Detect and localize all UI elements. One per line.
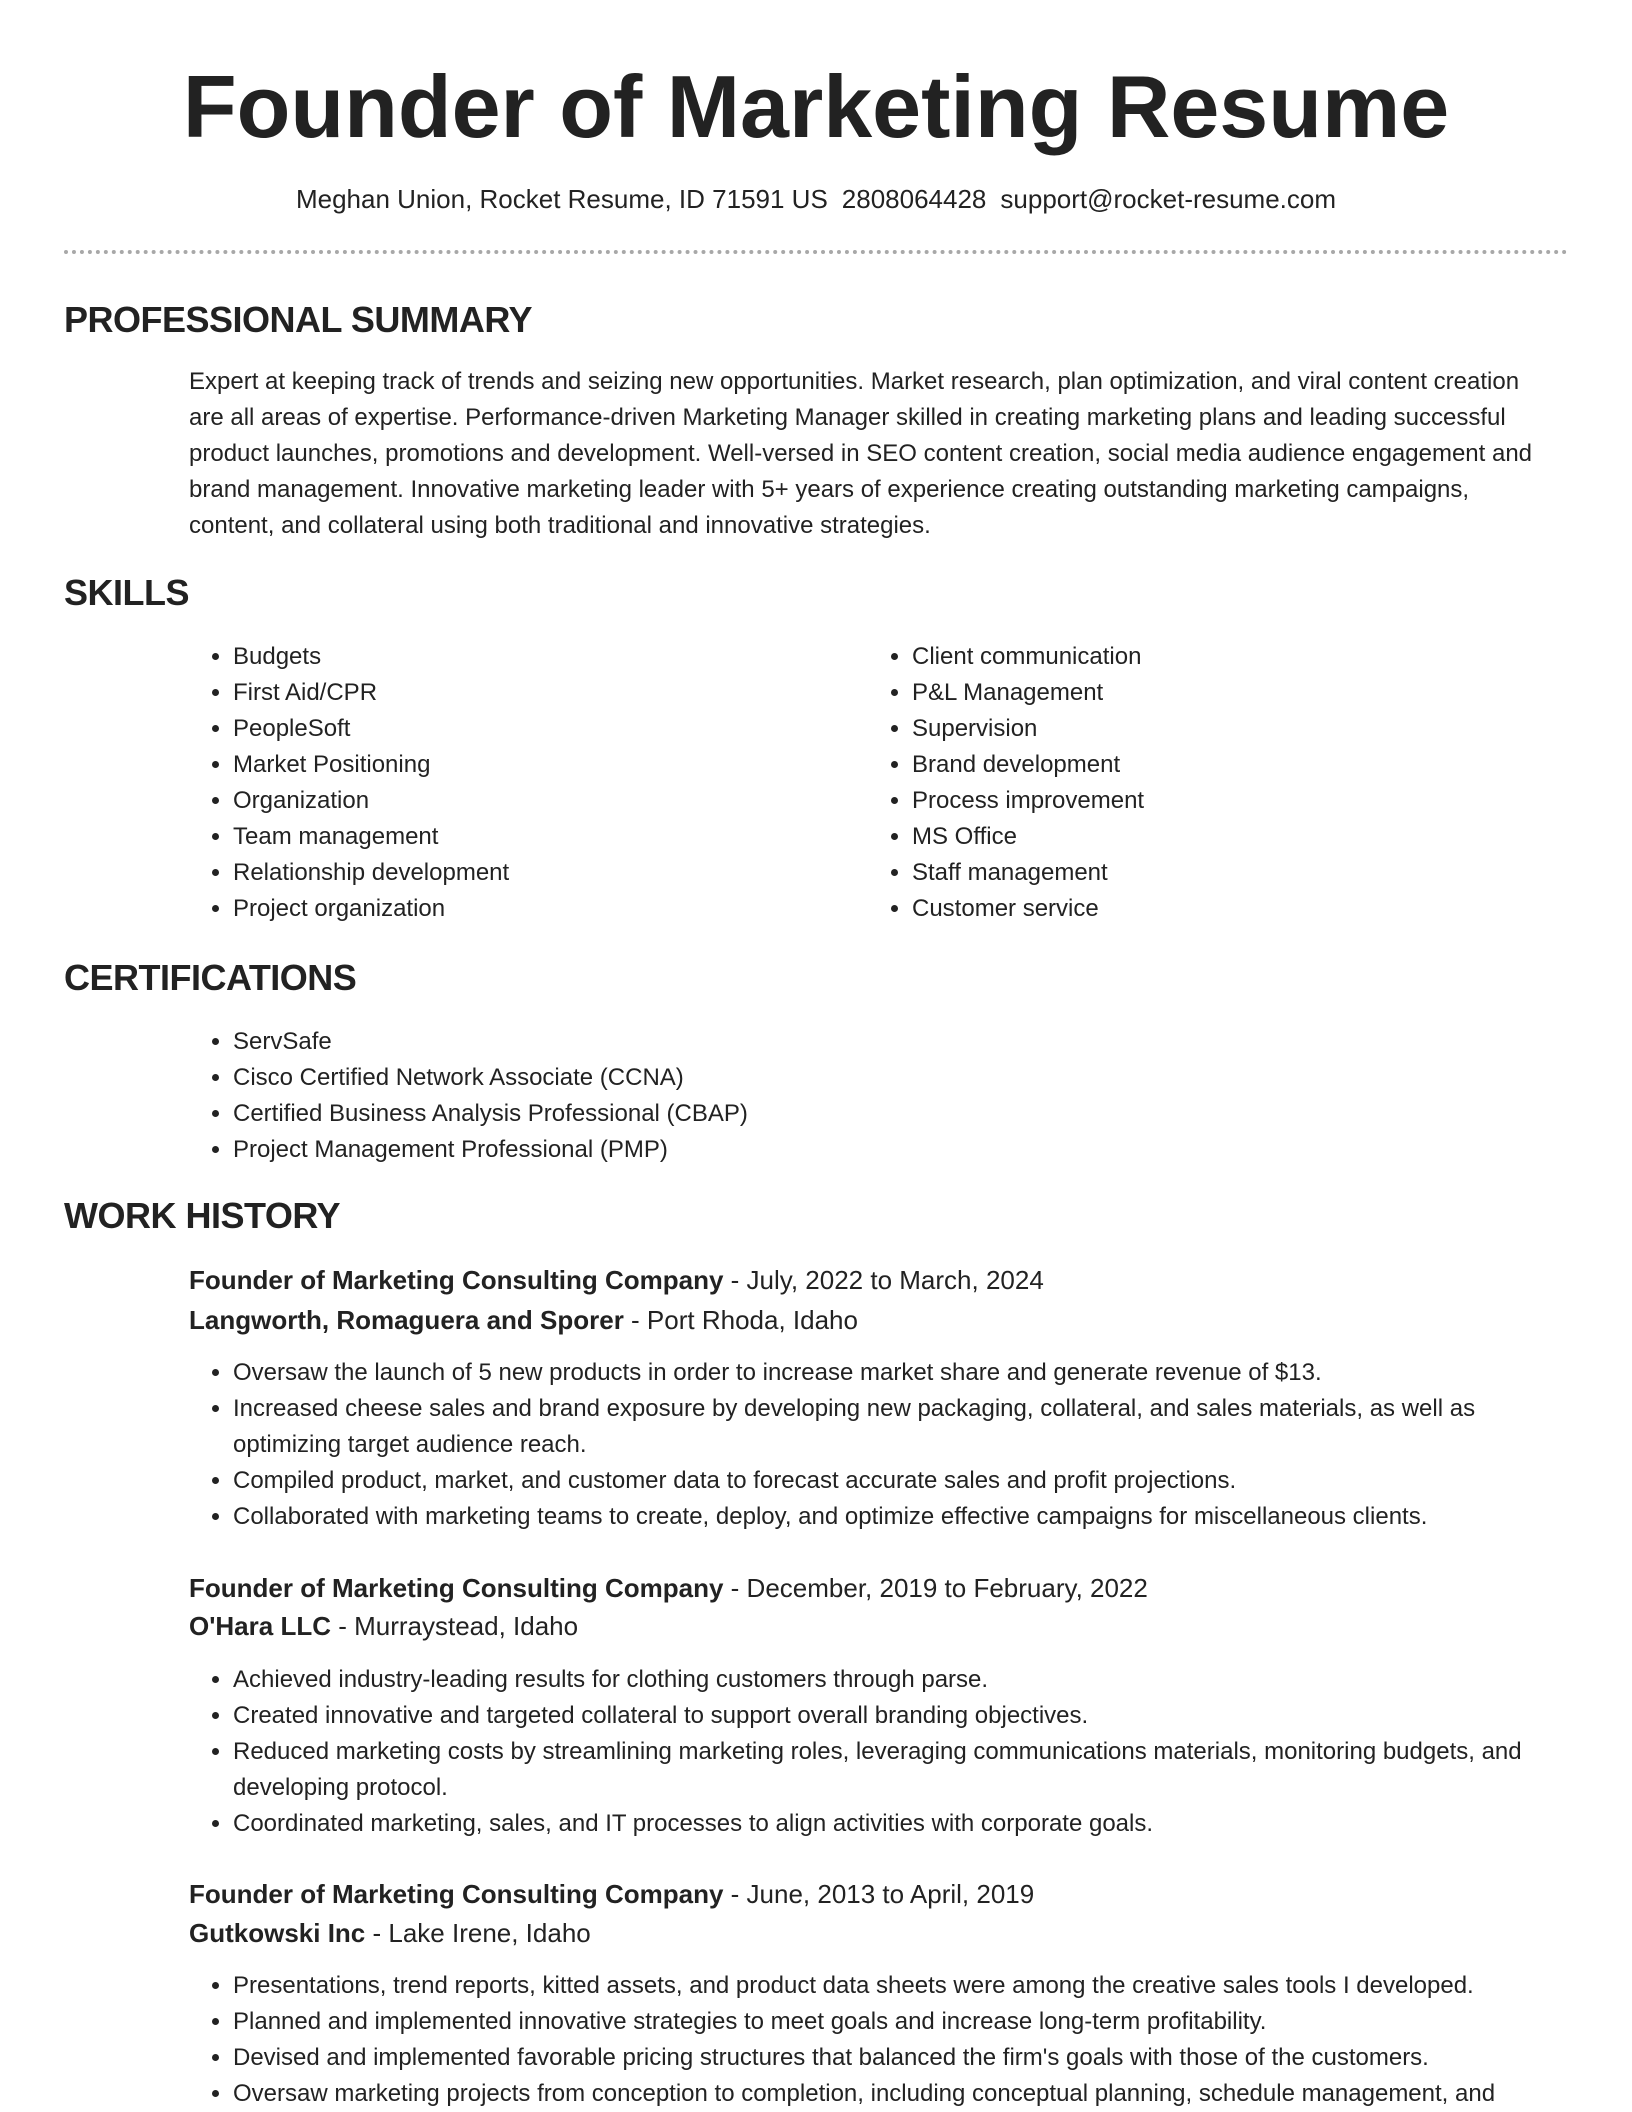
job-dates: - December, 2019 to February, 2022 (723, 1573, 1148, 1603)
summary-text: Expert at keeping track of trends and seizing new opportunities. Market research, plan optimization, and viral content creation are all areas of expertise. Performance-driven Marketing Manager skilled in creating marketing plans and leading successful product launches, promotions and development. Well-versed in SEO content creation, social media audience engagement and brand management. Innovative marketing leader with 5+ years of experience creating outstanding marketing campaigns, content, and collateral using both traditional and innovative strategies. (189, 368, 1533, 539)
certification-item: • Certified Business Analysis Professional (CBAP) (233, 1096, 1533, 1132)
skill-item: • First Aid/CPR (233, 675, 853, 711)
job-bullet: • Planned and implemented innovative strategies to meet goals and increase long-term profitability. (233, 2004, 1593, 2040)
job-bullet: • Achieved industry-leading results for clothing customers through parse. (233, 1662, 1569, 1698)
job-bullet: • Presentations, trend reports, kitted assets, and product data sheets were among the creative sales tools I developed. (233, 1968, 1593, 2004)
contact-address: Meghan Union, Rocket Resume, ID 71591 US (295, 184, 828, 214)
job-bullet: • Oversaw the launch of 5 new products in order to increase market share and generate revenue of $13. (233, 1355, 1569, 1391)
job-location: - Murraystead, Idaho (330, 1611, 579, 1641)
skill-item: • Supervision (912, 711, 1532, 747)
job-company-line (189, 1915, 591, 1951)
job-title: Founder of Marketing Consulting Company (189, 1573, 724, 1603)
job-company: Gutkowski Inc (189, 1918, 366, 1948)
job-company: O'Hara LLC (189, 1611, 331, 1641)
job-location: - Port Rhoda, Idaho (623, 1305, 858, 1335)
job-bullet: • Increased cheese sales and brand exposure by developing new packaging, collateral, and sales materials, as well as optimizing target audience reach. (233, 1391, 1569, 1463)
skill-item: • Client communication (912, 639, 1532, 675)
job-company-line (189, 1608, 578, 1644)
skill-item: • Organization (233, 783, 853, 819)
skills-list-left (189, 639, 853, 927)
resume-title: Founder of Marketing Resume (182, 57, 1450, 156)
contact-phone: 2808064428 (841, 184, 987, 214)
certification-item: • Cisco Certified Network Associate (CCNA) (233, 1060, 1533, 1096)
work-history-heading: WORK HISTORY (64, 1195, 341, 1236)
job-title-line (189, 1262, 1044, 1298)
skills-heading: SKILLS (64, 572, 190, 613)
skill-item: • P&L Management (912, 675, 1532, 711)
job-bullet: • Reduced marketing costs by streamlining marketing roles, leveraging communications materials, monitoring budgets, and developing protocol. (233, 1734, 1569, 1806)
skill-item: • Customer service (912, 891, 1532, 927)
certifications-list (189, 1024, 1533, 1168)
job-bullet: • Coordinated marketing, sales, and IT processes to align activities with corporate goals. (233, 1806, 1569, 1842)
skill-item: • Staff management (912, 855, 1532, 891)
certifications-heading: CERTIFICATIONS (64, 957, 357, 998)
job-company: Langworth, Romaguera and Sporer (189, 1305, 624, 1335)
job-bullets (189, 1968, 1593, 2112)
certification-item: • Project Management Professional (PMP) (233, 1132, 1533, 1168)
skill-item: • Brand development (912, 747, 1532, 783)
job-bullet: • Oversaw marketing projects from conception to completion, including conceptual planning, schedule management, and (233, 2076, 1593, 2112)
summary-heading: PROFESSIONAL SUMMARY (64, 299, 533, 340)
skill-item: • Project organization (233, 891, 853, 927)
certification-item: • ServSafe (233, 1024, 1533, 1060)
job-dates: - June, 2013 to April, 2019 (723, 1879, 1035, 1909)
skill-item: • MS Office (912, 819, 1532, 855)
job-bullet: • Created innovative and targeted collateral to support overall branding objectives. (233, 1698, 1569, 1734)
job-title-line (189, 1570, 1148, 1606)
job-bullet: • Devised and implemented favorable pricing structures that balanced the firm's goals with those of the customers. (233, 2040, 1593, 2076)
skill-item: • PeopleSoft (233, 711, 853, 747)
contact-email: support@rocket-resume.com (1000, 184, 1337, 214)
job-bullets (189, 1355, 1569, 1535)
job-dates: - July, 2022 to March, 2024 (723, 1265, 1044, 1295)
job-bullets (189, 1662, 1569, 1842)
skill-item: • Relationship development (233, 855, 853, 891)
skill-item: • Process improvement (912, 783, 1532, 819)
job-title-line (189, 1876, 1034, 1912)
job-title: Founder of Marketing Consulting Company (189, 1265, 724, 1295)
skill-item: • Budgets (233, 639, 853, 675)
job-bullet: • Compiled product, market, and customer data to forecast accurate sales and profit projections. (233, 1463, 1569, 1499)
skills-list-right (868, 639, 1532, 927)
header-divider (64, 250, 1568, 254)
job-title: Founder of Marketing Consulting Company (189, 1879, 724, 1909)
skill-item: • Team management (233, 819, 853, 855)
job-company-line (189, 1302, 858, 1338)
skill-item: • Market Positioning (233, 747, 853, 783)
job-location: - Lake Irene, Idaho (365, 1918, 591, 1948)
job-bullet: • Collaborated with marketing teams to create, deploy, and optimize effective campaigns for miscellaneous clients. (233, 1499, 1569, 1535)
contact-line (0, 181, 1632, 217)
